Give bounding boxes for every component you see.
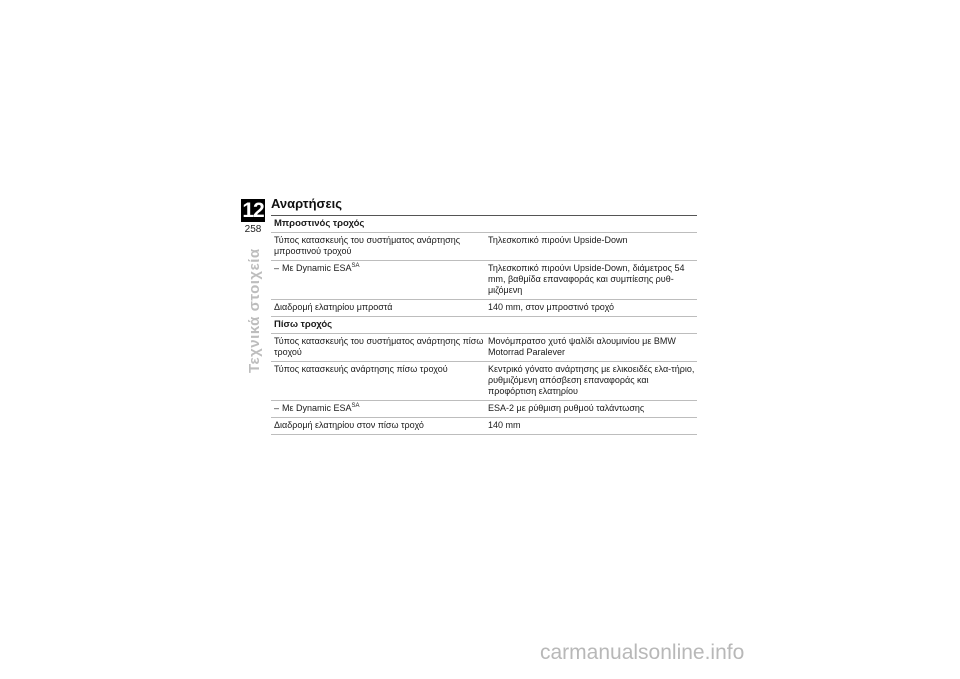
watermark: carmanualsonline.info xyxy=(540,641,745,664)
table-row xyxy=(271,261,697,300)
special-accessory-mark: SA xyxy=(351,403,360,409)
row-value: Τηλεσκοπικό πιρούνι Upside-Down, διάμετρος 54 mm, βαθμίδα επαναφοράς και συμπίεσης ρυθ-μιζόμενη xyxy=(488,263,685,295)
table-row xyxy=(271,362,697,401)
table-row xyxy=(271,300,697,317)
row-label-text: Με Dynamic ESA xyxy=(282,263,352,273)
dash-prefix: – xyxy=(274,263,280,273)
row-value: 140 mm xyxy=(488,420,521,430)
special-accessory-mark: SA xyxy=(351,263,360,269)
row-value: Τηλεσκοπικό πιρούνι Upside-Down xyxy=(488,235,628,245)
row-label: Τύπος κατασκευής ανάρτησης πίσω τροχού xyxy=(274,364,448,374)
row-label: Διαδρομή ελατηρίου στον πίσω τροχό xyxy=(274,420,424,430)
row-label: Τύπος κατασκευής του συστήματος ανάρτησης μπροστινού τροχού xyxy=(274,235,461,256)
row-label-text: Με Dynamic ESA xyxy=(282,403,352,413)
table-row xyxy=(271,334,697,362)
chapter-number: 12 xyxy=(242,198,264,222)
section-title: Αναρτήσεις xyxy=(271,196,342,211)
row-value: 140 mm, στον μπροστινό τροχό xyxy=(488,302,615,312)
dash-prefix: – xyxy=(274,403,280,413)
row-label: Διαδρομή ελατηρίου μπροστά xyxy=(274,302,393,312)
row-label xyxy=(271,263,488,296)
row-label xyxy=(271,403,488,414)
table-row xyxy=(271,418,697,435)
row-value: ESA-2 με ρύθμιση ρυθμού ταλάντωσης xyxy=(488,403,645,413)
group-title-front: Μπροστινός τροχός xyxy=(271,216,697,233)
row-value: Κεντρικό γόνατο ανάρτησης με ελικοειδές ελα-τήριο, ρυθμιζόμενη απόσβεση επαναφοράς και προφόρτιση ελατηρίου xyxy=(488,364,695,396)
group-title-rear: Πίσω τροχός xyxy=(271,317,697,334)
table-row xyxy=(271,401,697,418)
page-number: 258 xyxy=(244,224,262,235)
row-value: Μονόμπρατσο χυτό ψαλίδι αλουμινίου με BMW Motorrad Paralever xyxy=(488,336,676,357)
spec-table xyxy=(271,215,697,435)
table-row xyxy=(271,233,697,261)
side-chapter-label-text: Τεχνικά στοιχεία xyxy=(246,248,263,373)
row-label: Τύπος κατασκευής του συστήματος ανάρτησης πίσω τροχού xyxy=(274,336,484,357)
